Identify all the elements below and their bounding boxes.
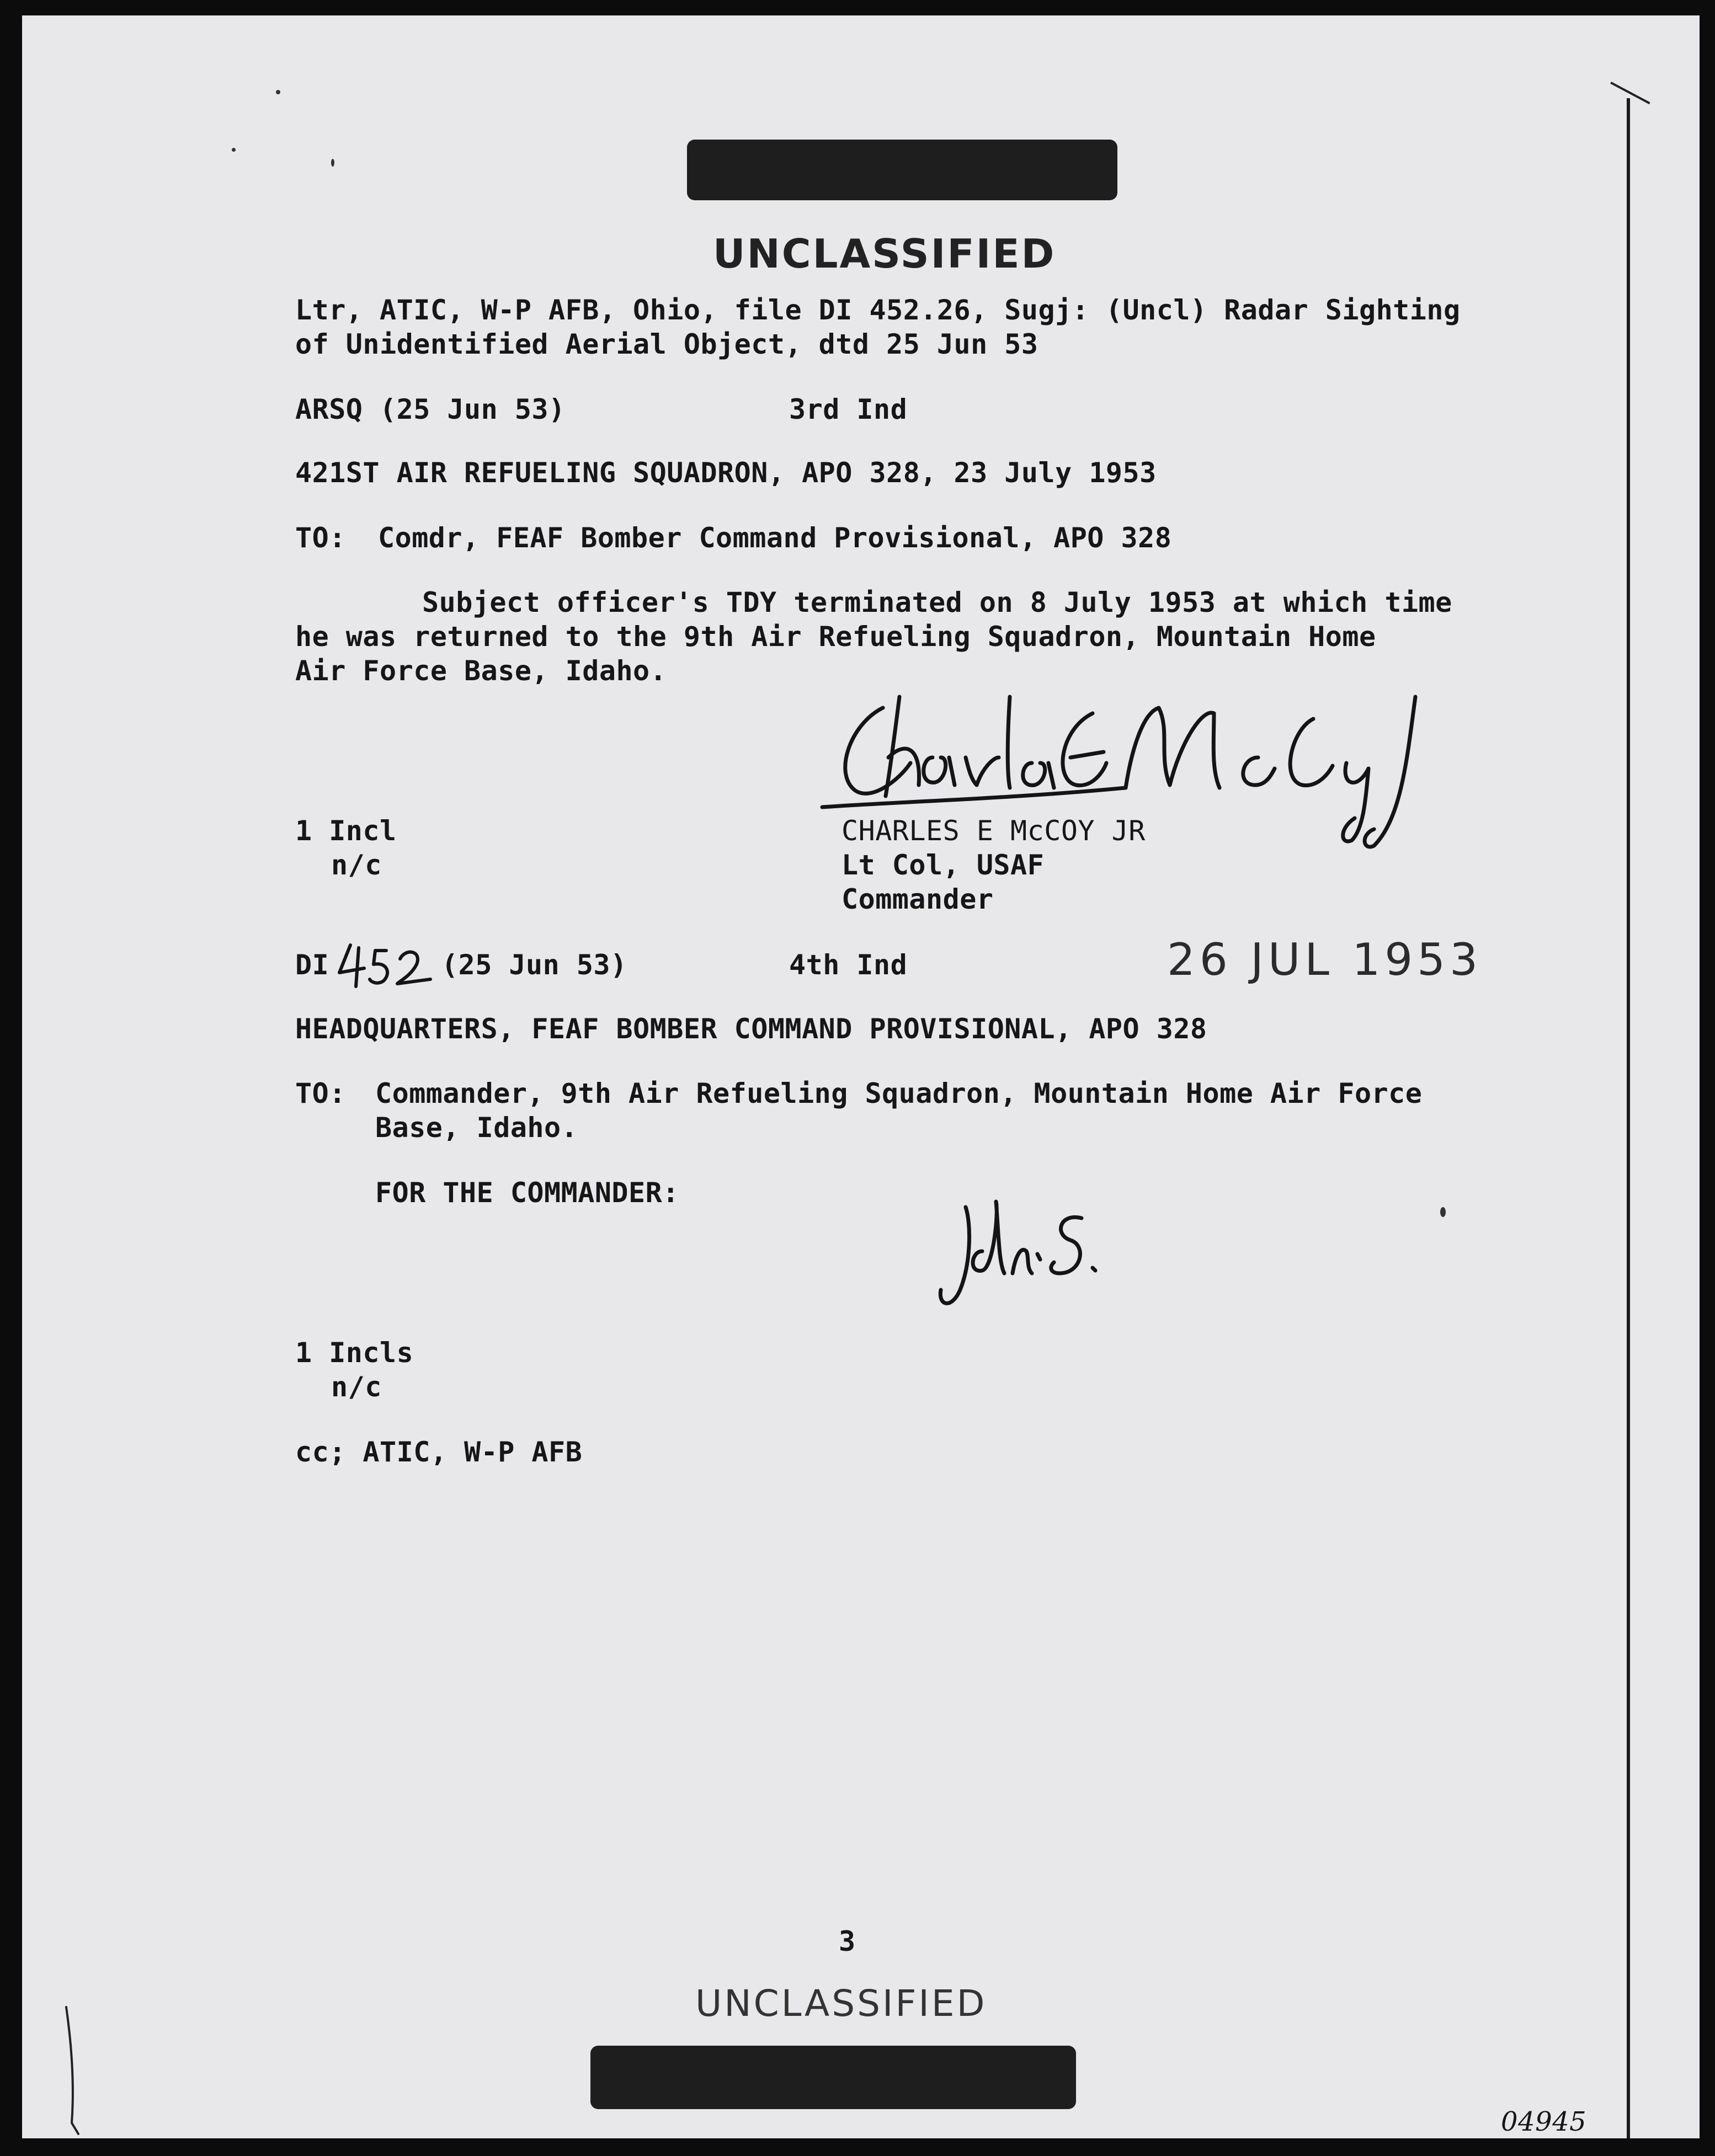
scan-speck: [1440, 1207, 1446, 1217]
scan-speck: [276, 90, 280, 94]
fourth-ind-from: HEADQUARTERS, FEAF BOMBER COMMAND PROVISIONAL, APO 328: [295, 1013, 1207, 1045]
third-ind-label: 3rd Ind: [789, 393, 908, 425]
signer-name: CHARLES E McCOY JR: [841, 815, 1146, 847]
archive-number: 04945: [1501, 2106, 1587, 2137]
third-ind-incl: 1 Incl: [295, 815, 397, 847]
third-ind-to: Comdr, FEAF Bomber Command Provisional, APO 328: [378, 522, 1172, 554]
reference-line-2: of Unidentified Aerial Object, dtd 25 Jun 53: [295, 328, 1038, 360]
third-ind-to-label: TO:: [295, 522, 346, 554]
fourth-ind-incls-note: n/c: [331, 1371, 382, 1403]
third-ind-incl-note: n/c: [331, 849, 382, 881]
third-ind-body-line-1: Subject officer's TDY terminated on 8 July 1953 at which time: [422, 586, 1452, 618]
margin-pencil-mark: [55, 2002, 88, 2138]
signer-rank: Lt Col, USAF: [841, 849, 1045, 881]
scan-speck: [331, 159, 334, 167]
commander-initials: [916, 1191, 1126, 1317]
bottom-redaction-bar: [590, 2046, 1076, 2109]
fourth-ind-to-line-1: Commander, 9th Air Refueling Squadron, Mountain Home Air Force: [375, 1077, 1423, 1109]
page-corner-fold: [1590, 82, 1650, 143]
fourth-ind-label: 4th Ind: [789, 949, 908, 981]
top-redaction-bar: [687, 140, 1117, 200]
scan-speck: [232, 148, 236, 152]
date-received-stamp: 26 JUL 1953: [1167, 934, 1482, 985]
document-page: [22, 15, 1700, 2138]
fourth-ind-to-line-2: Base, Idaho.: [375, 1112, 578, 1144]
signer-title: Commander: [841, 883, 994, 915]
third-ind-ref: ARSQ (25 Jun 53): [295, 393, 566, 425]
third-ind-from: 421ST AIR REFUELING SQUADRON, APO 328, 23 July 1953: [295, 457, 1157, 489]
fourth-ind-incls: 1 Incls: [295, 1337, 414, 1369]
classification-bottom: UNCLASSIFIED: [695, 1982, 987, 2025]
for-the-commander: FOR THE COMMANDER:: [375, 1177, 679, 1209]
page-number: 3: [839, 1925, 856, 1957]
page-right-edge: [1627, 98, 1630, 2138]
fourth-ind-ref-suffix: (25 Jun 53): [441, 949, 627, 981]
classification-top: UNCLASSIFIED: [713, 231, 1056, 277]
third-ind-body-line-3: Air Force Base, Idaho.: [295, 655, 667, 687]
cc-line: cc; ATIC, W-P AFB: [295, 1436, 583, 1468]
fourth-ind-ref-prefix: DI: [295, 949, 329, 981]
fourth-ind-to-label: TO:: [295, 1077, 346, 1109]
reference-line-1: Ltr, ATIC, W-P AFB, Ohio, file DI 452.26, Sugj: (Uncl) Radar Sighting: [295, 294, 1461, 326]
third-ind-body-line-2: he was returned to the 9th Air Refueling Squadron, Mountain Home: [295, 621, 1376, 653]
handwritten-file-number: [334, 934, 444, 989]
